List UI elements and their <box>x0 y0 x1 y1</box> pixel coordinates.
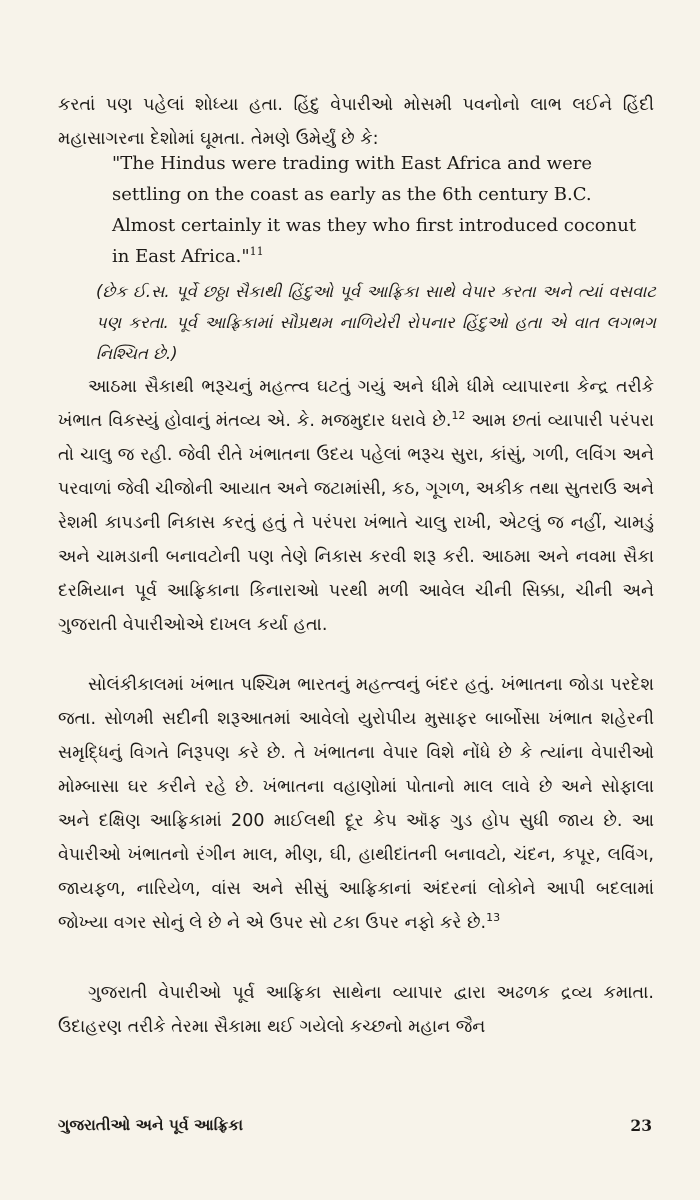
english-quote <box>112 148 652 272</box>
paragraph-gujarati-traders-text: ગુજરાતી વેપારીઓ પૂર્વ આફ્રિકા સાથેના વ્યાપાર દ્વારા અઢળક દ્રવ્ય કમાતા. ઉદાહરણ તરીકે તેરમા સૈકામા થઈ ગયેલો કચ્છનો મહાન જૈન <box>58 983 654 1037</box>
paragraph-solanki-period-text: સોલંકીકાલમાં ખંભાત પશ્ચિમ ભારતનું મહત્ત્વનું બંદર હતું. ખંભાતના જોડા પરદેશ જતા. સોળમી સદીની શરૂઆતમાં આવેલો યુરોપીય મુસાફર બાર્બોસા ખંભાત શહેરની સમૃદ્ધિનું વિગતે નિરૂપણ કરે છે. તે ખંભાતના વેપાર વિશે નોંધે છે કે ત્યાંના વેપારીઓ મોમ્બાસા ઘર કરીને રહે છે. ખંભાતના વહાણોમાં પોતાનો માલ લાવે છે અને સોફાલા અને દક્ષિણ આફ્રિકામાં 200 માઈલથી દૂર કેપ ઑફ ગુડ હોપ સુધી જાય છે. આ વેપારીઓ ખંભાતનો રંગીન માલ, મીણ, ઘી, હાથીદાંતની બનાવટો, ચંદન, કપૂર, લવિંગ, જાયફળ, નારિયેળ, વાંસ અને સીસું આફ્રિકાનાં અંદરનાં લોકોને આપી બદલામાં જોખ્યા વગર સોનું લે છે ને એ ઉપર સો ટકા ઉપર નફો કરે છે. <box>58 675 654 933</box>
page-number: 23 <box>630 1116 652 1135</box>
paragraph-khambhat-rise-text: આઠમા સૈકાથી ભરૂચનું મહત્ત્વ ઘટતું ગયું અને ધીમે ધીમે વ્યાપારના કેન્દ્ર તરીકે ખંભાત વિકસ્યું હોવાનું મંતવ્ય એ. કે. મજમુદાર ધરાવે છે. <box>58 377 654 431</box>
paragraph-gujarati-traders <box>58 976 654 1044</box>
paragraph-intro <box>58 88 654 156</box>
quote-translation-text: (છેક ઈ.સ. પૂર્વે છઠ્ઠા સૈકાથી હિંદુઓ પૂર્વ આફ્રિકા સાથે વેપાર કરતા અને ત્યાં વસવાટ પણ કરતા. પૂર્વ આફ્રિકામાં સૌપ્રથમ નાળિયેરી રોપનાર હિંદુઓ હતા એ વાત લગભગ નિશ્ચિત છે.) <box>96 282 656 363</box>
footnote-ref-12: 12 <box>451 409 466 423</box>
running-footer-title: ગુજરાતીઓ અને પૂર્વ આફ્રિકા <box>58 1116 244 1134</box>
paragraph-trade-tradition-text: આમ છતાં વ્યાપારી પરંપરા તો ચાલુ જ રહી. જેવી રીતે ખંભાતના ઉદય પહેલાં ભરૂચ સુરા, કાંસું, ગળી, લવિંગ અને પરવાળાં જેવી ચીજોની આયાત અને જટામાંસી, કઠ, ગૂગળ, અકીક તથા સુતરાઉ અને રેશમી કાપડની નિકાસ કરતું હતું તે પરંપરા ખંભાતે ચાલુ રાખી, એટલું જ નહીં, ચામડું અને ચામડાની બનાવટોની પણ તેણે નિકાસ કરવી શરૂ કરી. આઠમા અને નવમા સૈકા દરમિયાન પૂર્વ આફ્રિકાના કિનારાઓ પરથી મળી આવેલ ચીની સિક્કા, ચીની અને ગુજરાતી વેપારીઓએ દાખલ કર્યા હતા. <box>58 411 654 635</box>
english-quote-text: "The Hindus were trading with East Africa and were settling on the coast as early as the 6th century B.C. Almost certainly it was they who first introduced coconut in East Africa." <box>112 153 637 267</box>
paragraph-solanki-period <box>58 668 654 940</box>
paragraph-intro-text: કરતાં પણ પહેલાં શોધ્યા હતા. હિંદુ વેપારીઓ મોસમી પવનોનો લાભ લઈને હિંદી મહાસાગરના દેશોમાં ઘૂમતા. તેમણે ઉમેર્યું છે કે: <box>58 95 654 149</box>
quote-translation <box>96 276 656 369</box>
footnote-ref-11: 11 <box>249 245 264 258</box>
paragraph-khambhat-rise <box>58 370 654 642</box>
footnote-ref-13: 13 <box>486 911 501 925</box>
